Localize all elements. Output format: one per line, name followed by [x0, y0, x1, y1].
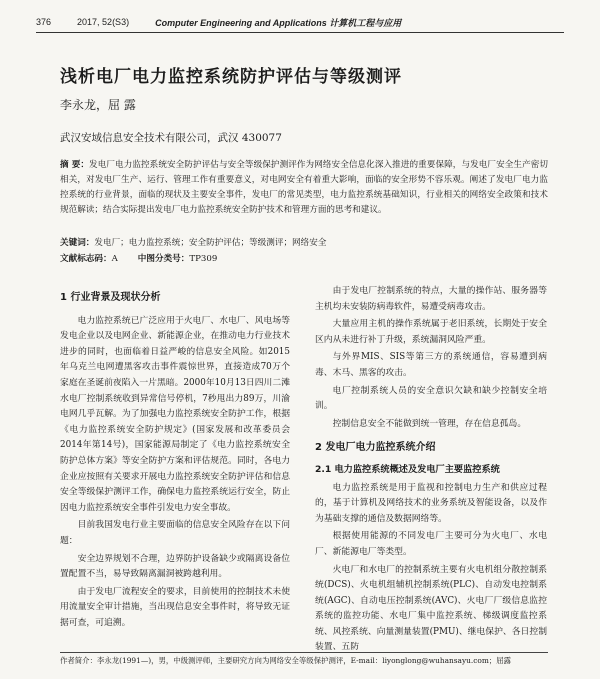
- issue-info: 2017, 52(S3): [77, 17, 130, 27]
- section-2-1-heading: 2.1 电力监控系统概述及发电厂主要监控系统: [315, 463, 500, 475]
- page-number: 376: [36, 17, 52, 27]
- paragraph: 电力监控系统是用于监视和控制电力生产和供应过程的，基于计算机及网络技术的业务系统及智能设备，以及作为基础支撑的通信及数据网络等。: [315, 482, 547, 524]
- keywords: [60, 236, 548, 251]
- doc-code-label: 文献标志码：: [60, 254, 112, 264]
- right-column: [315, 284, 547, 658]
- abstract-label: 摘 要：: [60, 160, 90, 170]
- paragraph: 电厂控制系统人员的安全意识欠缺和缺少控制安全培训。: [315, 385, 547, 412]
- affiliation: 武汉安域信息安全技术有限公司，武汉 430077: [60, 132, 282, 144]
- authors: 李永龙，屈 露: [60, 98, 136, 112]
- doc-code: A: [111, 254, 118, 264]
- paragraph: 电力监控系统已广泛应用于火电厂、水电厂、风电场等发电企业以及电网企业、新能源企业，在推动电力行业技术进步的同时，也面临着日益严峻的信息安全风险。如2015年乌克兰电网遭黑客攻击事件震惊世界，直接造成70万个家庭在圣诞前夜陷入一片黑暗。2000年10月13日四川二滩水电厂控制系统收到异常信号停机，7秒甩出力89万，川渝电网几乎瓦解。为了加强电力监控系统安全防护工作，根据《电力监控系统安全防护规定》(国家发展和改革委员会2014年第14号)，国家能源局制定了《电力监控系统安全防护总体方案》等安全防护方案和评估规范。同时，各电力企业应按照有关要求开展电力监控系统安全防护评估和信息安全等级保护测评工作，确保电力监控系统运行安全，防止因电力监控系统安全事件引发电力安全事故。: [60, 315, 290, 513]
- clc-code: TP309: [189, 254, 218, 264]
- paper-title: 浅析电厂电力监控系统防护评估与等级测评: [60, 67, 402, 87]
- classification: [60, 252, 217, 267]
- footnote-rule: [60, 652, 548, 653]
- section-1-heading: 1 行业背景及现状分析: [60, 292, 161, 303]
- paragraph: 火电厂和水电厂的控制系统主要有火电机组分散控制系统(DCS)、火电机组辅机控制系统(PLC)、自动发电控制系统(AGC)、自动电压控制系统(AVC)、火电厂厂级信息监控系统的监控功能、水电厂集中监控系统、梯级调度监控系统、风控系统、向量测量装置(PMU)、继电保护、各日控制装置、五防: [315, 564, 547, 653]
- paragraph: 控制信息安全不能做到统一管理，存在信息孤岛。: [332, 418, 527, 429]
- clc-label: 中图分类号：: [137, 254, 190, 264]
- paragraph: 根据使用能源的不同发电厂主要可分为火电厂、水电厂、新能源电厂等类型。: [315, 531, 547, 557]
- paragraph: 由于发电厂流程安全的要求，目前使用的控制技术未使用流量安全审计措施，当出现信息安全事件时，将导致无证据可查，可追溯。: [60, 586, 290, 628]
- header-rule: [36, 32, 564, 33]
- paragraph: 目前我国发电行业主要面临的信息安全风险存在以下问题：: [60, 520, 290, 546]
- journal-name: Computer Engineering and Applications 计算机工程与应用: [155, 17, 402, 28]
- paragraph: 由于发电厂控制系统的特点，大量的操作站、服务器等主机均未安装防病毒软件，易遭受病毒攻击。: [315, 286, 547, 312]
- left-column: [60, 284, 290, 633]
- author-footnote: 作者简介：李永龙(1991—)，男，中级测评师，主要研究方向为网络安全等级保护测评，E-mail：liyonglong@wuhansayu.com；屈露: [60, 656, 512, 665]
- paragraph: 安全边界规划不合理，边界防护设备缺少或隔离设备位置配置不当，易导致隔离漏洞被跨越利用。: [60, 553, 290, 580]
- abstract-text: 发电厂电力监控系统安全防护评估与安全等级保护测评作为网络安全信息化深入推进的重要保障，与发电厂安全生产密切相关，对发电厂生产、运行、管理工作有重要意义，对电网安全有着重大影响，面临的安全形势不容乐观。阐述了发电厂电力监控系统的行业背景，面临的现状及主要安全事件，发电厂的常见类型，电力监控系统基础知识，行业相关的网络安全政策和技术规范解读；结合实际提出发电厂电力监控系统安全防护技术和管理方面的思考和建议。: [60, 160, 548, 215]
- section-2-heading: 2 发电厂电力监控系统介绍: [315, 442, 436, 454]
- paragraph: 与外界MIS、SIS等第三方的系统通信，容易遭到病毒、木马、黑客的攻击。: [315, 352, 547, 378]
- paragraph: 大量应用主机的操作系统属于老旧系统，长期处于安全区内从未进行补丁升级，系统漏洞风险严重。: [315, 319, 547, 345]
- keywords-text: 发电厂；电力监控系统；安全防护评估；等级测评；网络安全: [94, 238, 327, 248]
- running-header: [36, 14, 564, 30]
- abstract: [60, 158, 548, 218]
- keywords-label: 关键词：: [60, 238, 95, 248]
